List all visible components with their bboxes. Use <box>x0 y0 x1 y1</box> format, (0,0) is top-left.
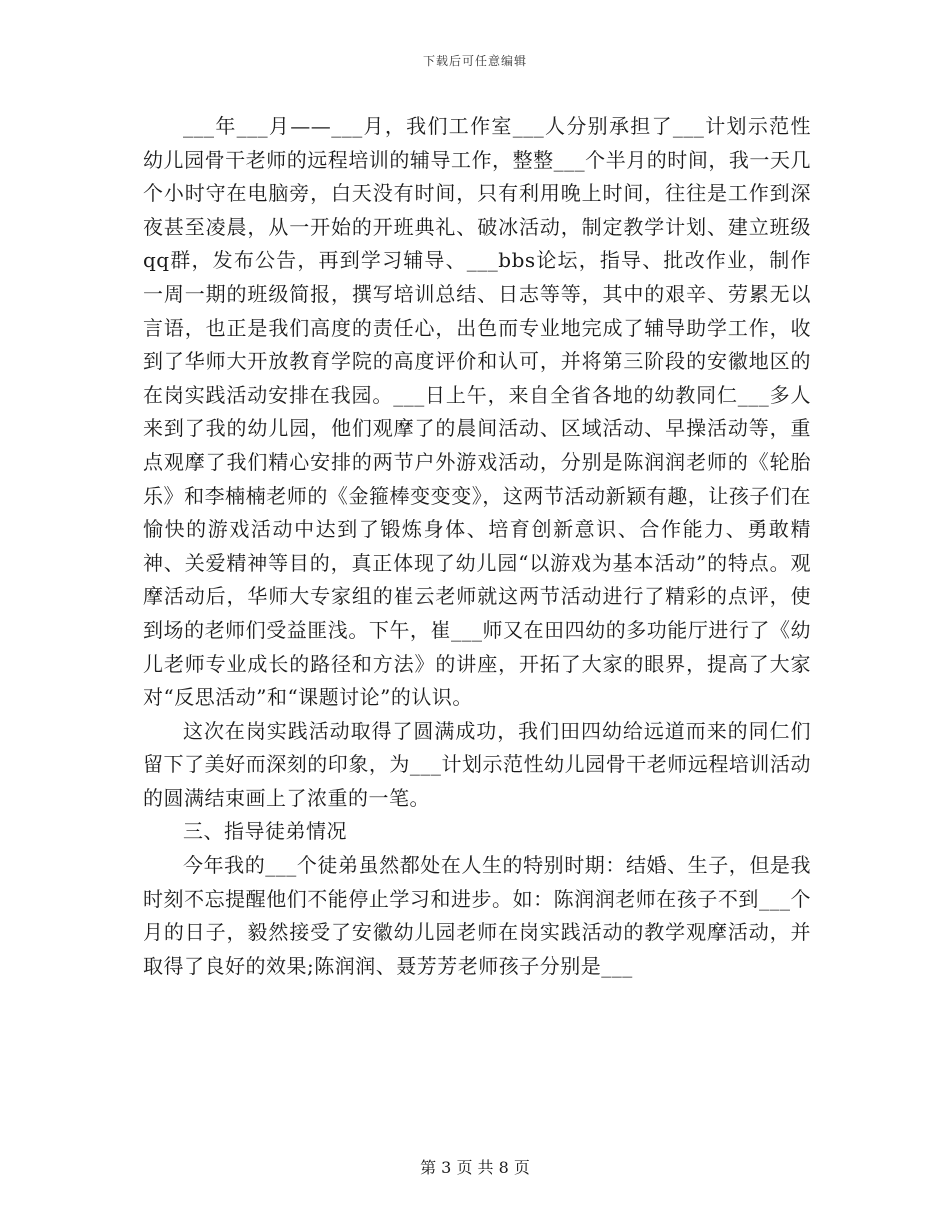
document-body <box>143 110 811 983</box>
paragraph-practice-success: 这次在岗实践活动取得了圆满成功，我们田四幼给远道而来的同仁们留下了美好而深刻的印象，为___计划示范性幼儿园骨干老师远程培训活动的圆满结束画上了浓重的一笔。 <box>143 718 811 810</box>
section-heading-apprentices: 三、指导徒弟情况 <box>183 819 347 844</box>
paragraph-training-work: ___年___月——___月，我们工作室___人分别承担了___计划示范性幼儿园骨干老师的远程培训的辅导工作，整整___个半月的时间，我一天几个小时守在电脑旁，白天没有时间，只有利用晚上时间，往往是工作到深夜甚至凌晨，从一开始的开班典礼、破冰活动，制定教学计划、建立班级qq群，发布公告，再到学习辅导、___bbs论坛，指导、批改作业，制作一周一期的班级简报，撰写培训总结、日志等等，其中的艰辛、劳累无以言语，也正是我们高度的责任心，出色而专业地完成了辅导助学工作，收到了华师大开放教育学院的高度评价和认可，并将第三阶段的安徽地区的在岗实践活动安排在我园。___日上午，来自全省各地的幼教同仁___多人来到了我的幼儿园，他们观摩了的晨间活动、区域活动、早操活动等，重点观摩了我们精心安排的两节户外游戏活动，分别是陈润润老师的《轮胎乐》和李楠楠老师的《金箍棒变变变》，这两节活动新颖有趣，让孩子们在愉快的游戏活动中达到了锻炼身体、培育创新意识、合作能力、勇敢精神、关爱精神等目的，真正体现了幼儿园“以游戏为基本活动”的特点。观摩活动后，华师大专家组的崔云老师就这两节活动进行了精彩的点评，使到场的老师们受益匪浅。下午，崔___师又在田四幼的多功能厅进行了《幼儿老师专业成长的路径和方法》的讲座，开拓了大家的眼界，提高了大家对“反思活动”和“课题讨论”的认识。 <box>143 114 811 710</box>
page-header: 下载后可任意编辑 <box>422 54 527 68</box>
paragraph-apprentices: 今年我的___个徒弟虽然都处在人生的特别时期：结婚、生子，但是我时刻不忘提醒他们不能停止学习和进步。如：陈润润老师在孩子不到___个月的日子，毅然接受了安徽幼儿园老师在岗实践活动的教学观摩活动，并取得了良好的效果;陈润润、聂芳芳老师孩子分别是___ <box>143 853 811 978</box>
page-footer: 第 3 页 共 8 页 <box>420 1158 530 1177</box>
